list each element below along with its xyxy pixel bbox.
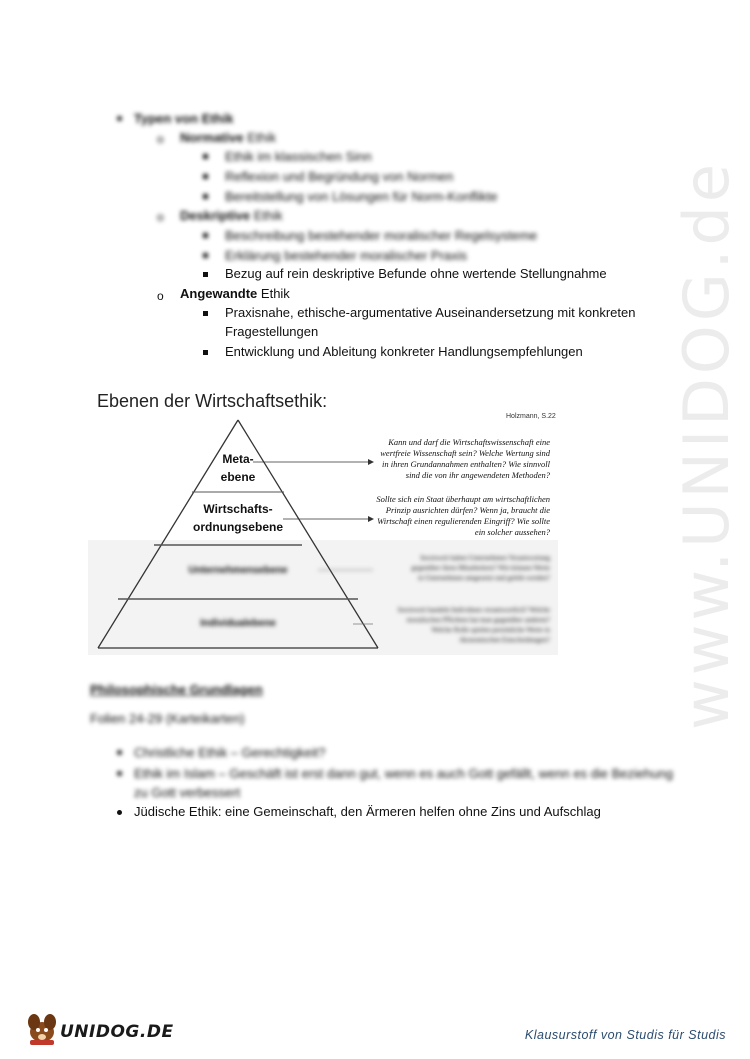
quote-individual: Inwieweit handeln Individuen verantwortlich? Welche moralischen Pflichten hat man gegenüber anderen? Welche Rolle spielen persönliche Werte in ökonomischen Entscheidungen? [397, 606, 550, 644]
philosophy-item: Jüdische Ethik: eine Gemeinschaft, den Ärmeren helfen ohne Zins und Aufschlag [134, 804, 601, 819]
square-bullet-icon [203, 311, 208, 316]
bullet-icon [117, 810, 122, 815]
bullet-icon [117, 116, 122, 121]
types-heading: Typen von Ethik [134, 111, 234, 126]
square-bullet-icon [203, 253, 208, 258]
applied-heading: Angewandte Ethik [180, 286, 290, 301]
descriptive-item: Erklärung bestehender moralischer Praxis [225, 248, 468, 263]
philosophy-subheading: Folien 24-29 (Karteikarten) [90, 711, 245, 726]
normative-heading: Normative Ethik [180, 130, 277, 145]
quote-wirtschaftsordnung: Sollte sich ein Staat überhaupt am wirtschaftlichen Prinzip ausrichten dürfen? Wenn ja, braucht die Wirtschaft einen regulierenden Eingriff? Wie sollte ein solcher aussehen? [376, 494, 550, 537]
level-unternehmen: Unternehmensebene [188, 565, 288, 576]
descriptive-item: Bezug auf rein deskriptive Befunde ohne wertende Stellungnahme [225, 266, 607, 281]
normative-item: Bereitstellung von Lösungen für Norm-Konflikte [225, 189, 498, 204]
applied-item: Praxisnahe, ethische-argumentative Auseinandersetzung mit konkreten [225, 305, 636, 320]
square-bullet-icon [203, 272, 208, 277]
level-individual: Individualebene [200, 618, 276, 629]
square-bullet-icon [203, 194, 208, 199]
descriptive-heading: Deskriptive Ethik [180, 208, 283, 223]
philosophy-item-continuation: zu Gott verbessert [134, 785, 241, 800]
square-bullet-icon [203, 350, 208, 355]
square-bullet-icon [203, 174, 208, 179]
circle-bullet-icon: o [157, 210, 164, 224]
bullet-icon [117, 750, 122, 755]
bullet-icon [117, 771, 122, 776]
philosophy-item: Christliche Ethik – Gerechtigkeit? [134, 745, 326, 760]
footer-tagline: Klausurstoff von Studis für Studis [524, 1028, 726, 1042]
normative-item: Ethik im klassischen Sinn [225, 149, 372, 164]
square-bullet-icon [203, 233, 208, 238]
dog-logo-icon [22, 1010, 62, 1046]
level-meta: Meta- ebene [220, 452, 256, 484]
circle-bullet-icon: o [157, 132, 164, 146]
circle-bullet-icon: o [157, 289, 164, 303]
normative-item: Reflexion und Begründung von Normen [225, 169, 454, 184]
diagram-title: Ebenen der Wirtschaftsethik: [97, 391, 328, 411]
watermark-text: www.UNIDOG.de [670, 160, 743, 730]
quote-meta: Kann und darf die Wirtschaftswissenschaft eine wertfreie Wissenschaft sein? Welche Wertung sind in ihren Grundannahmen enthalten? Wie sinnvoll sind die von ihr angewendeten Methoden? [380, 437, 550, 480]
watermark [650, 160, 750, 740]
square-bullet-icon [203, 154, 208, 159]
philosophy-item: Ethik im Islam – Geschäft ist erst dann gut, wenn es auch Gott gefällt, wenn es die Beziehung [134, 766, 674, 781]
applied-item: Entwicklung und Ableitung konkreter Handlungsempfehlungen [225, 344, 583, 359]
applied-item-continuation: Fragestellungen [225, 324, 319, 339]
level-wirtschaftsordnung: Wirtschafts- ordnungsebene [192, 502, 283, 534]
unidog-logo-text: UNIDOG.DE [60, 1022, 174, 1042]
descriptive-item: Beschreibung bestehender moralischer Regelsysteme [225, 228, 538, 243]
philosophy-heading: Philosophische Grundlagen [90, 682, 263, 697]
diagram-source: Holzmann, S.22 [506, 413, 556, 420]
quote-unternehmen: Inwieweit haben Unternehmen Verantwortung gegenüber ihren Mitarbeitern? Wie können Werte in Unternehmen umgesetzt und gelebt werden? [411, 554, 550, 582]
